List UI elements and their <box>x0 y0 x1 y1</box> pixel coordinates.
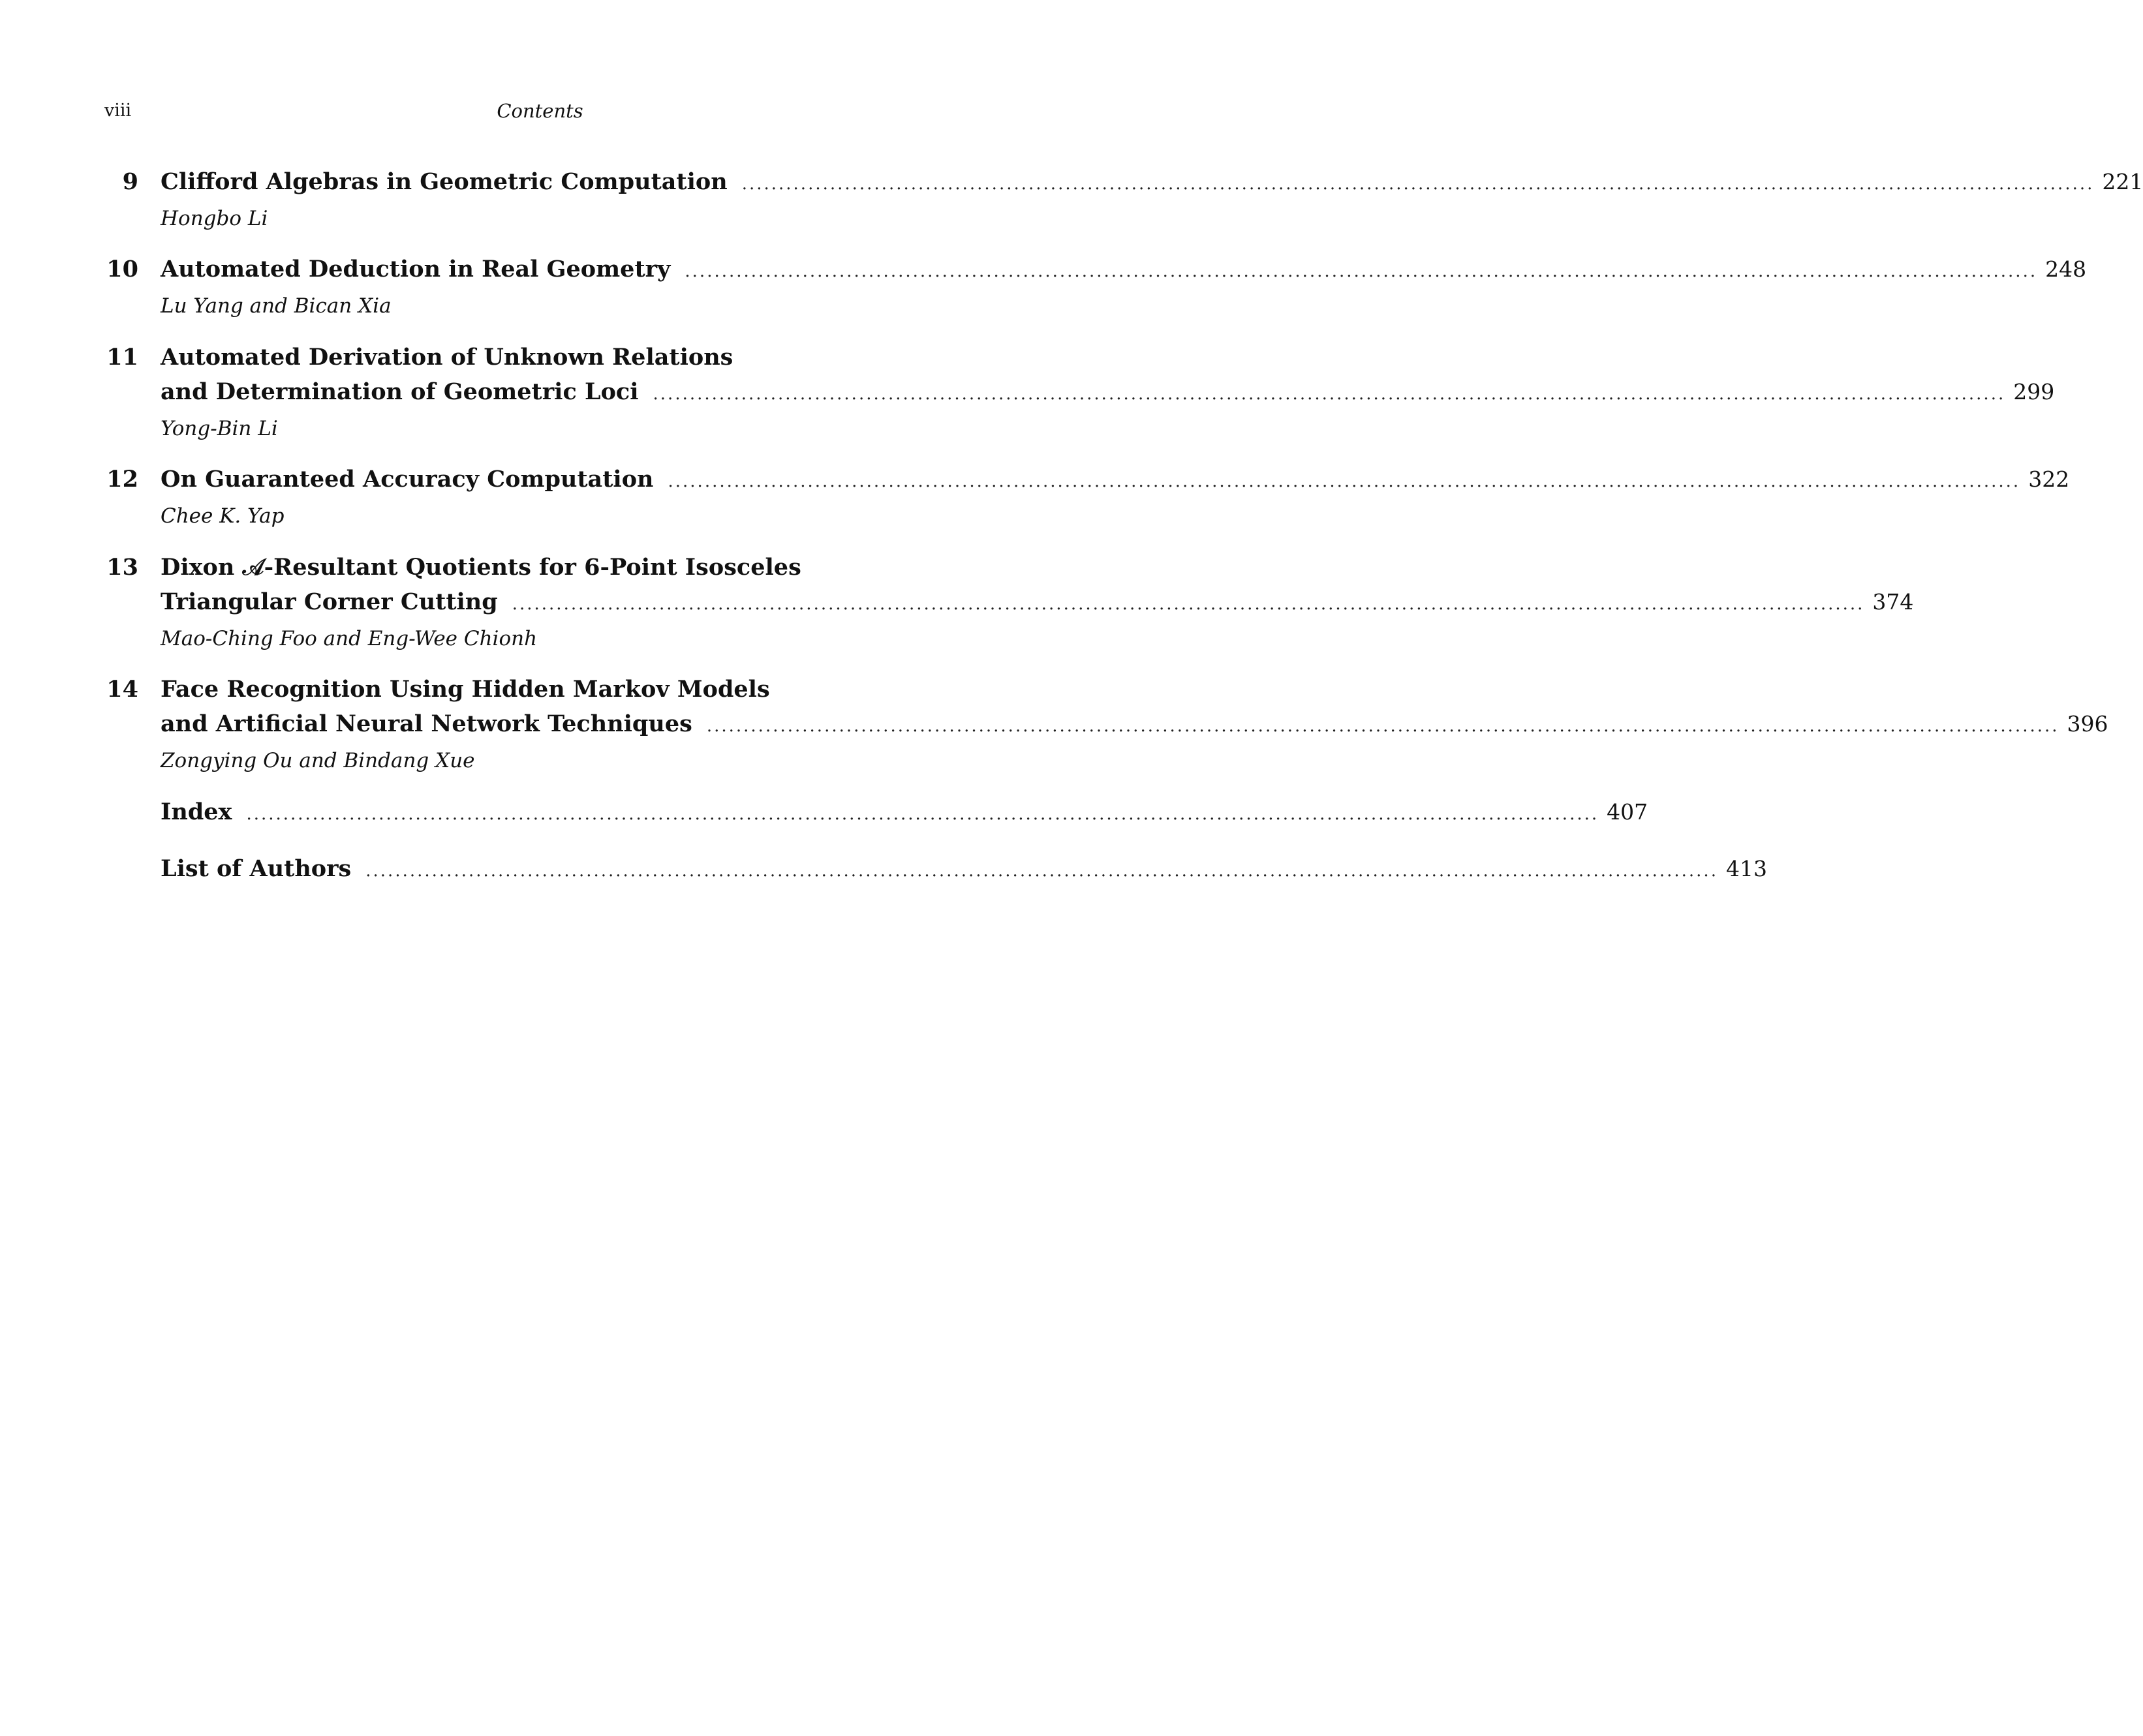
page-number[interactable]: 374 <box>1872 589 1914 615</box>
toc-entry-chapter-12 <box>104 462 2070 533</box>
dot-leader: ........................................................................................................................................................................................ <box>653 384 2006 404</box>
page-number[interactable]: 322 <box>2028 466 2070 492</box>
chapter-number: 13 <box>106 554 138 581</box>
page-number[interactable]: 396 <box>2067 711 2108 737</box>
page-number[interactable]: 221 <box>2102 169 2143 194</box>
chapter-title[interactable]: Automated Deduction in Real Geometry <box>161 256 671 282</box>
page-number[interactable]: 248 <box>2045 256 2087 282</box>
index-title[interactable]: Index <box>161 799 232 825</box>
chapter-title-continued[interactable]: Triangular Corner Cutting <box>161 588 498 615</box>
dot-leader: ........................................................................................................................................................................................ <box>365 861 1718 881</box>
chapter-number: 14 <box>106 676 138 703</box>
dot-leader: ........................................................................................................................................................................................ <box>512 594 1865 614</box>
chapter-authors: Mao-Ching Foo and Eng-Wee Chionh <box>161 627 538 650</box>
dot-leader: ........................................................................................................................................................................................ <box>668 472 2021 491</box>
chapter-authors: Zongying Ou and Bindang Xue <box>161 749 475 772</box>
page-number[interactable]: 299 <box>2013 379 2055 404</box>
toc-entry-chapter-11 <box>104 340 2055 446</box>
dot-leader: ........................................................................................................................................................................................ <box>706 716 2059 736</box>
chapter-title[interactable]: Dixon 𝒜-Resultant Quotients for 6-Point Isosceles <box>161 554 801 581</box>
chapter-number: 9 <box>122 168 138 195</box>
chapter-authors: Yong-Bin Li <box>161 417 278 440</box>
toc-entry-chapter-14 <box>104 672 2108 778</box>
chapter-authors: Chee K. Yap <box>161 504 285 528</box>
chapter-title-continued[interactable]: and Determination of Geometric Loci <box>161 378 639 405</box>
page-number-roman: viii <box>104 100 132 121</box>
page-number[interactable]: 407 <box>1607 799 1648 825</box>
chapter-authors: Hongbo Li <box>161 207 268 230</box>
chapter-title[interactable]: Face Recognition Using Hidden Markov Models <box>161 676 770 703</box>
toc-entry-chapter-13 <box>104 550 1914 656</box>
toc-entry-chapter-9 <box>104 164 2143 236</box>
list-of-authors-title[interactable]: List of Authors <box>161 855 352 882</box>
chapter-number: 11 <box>106 344 138 371</box>
dot-leader: ........................................................................................................................................................................................ <box>685 262 2038 281</box>
chapter-title-continued[interactable]: and Artificial Neural Network Techniques <box>161 710 692 737</box>
page-number[interactable]: 413 <box>1725 856 1767 881</box>
running-title: Contents <box>497 100 583 122</box>
dot-leader: ........................................................................................................................................................................................ <box>246 804 1599 824</box>
chapter-number: 10 <box>106 256 138 282</box>
page-header <box>104 99 976 125</box>
chapter-title[interactable]: Automated Derivation of Unknown Relations <box>161 344 733 371</box>
chapter-authors: Lu Yang and Bican Xia <box>161 294 392 318</box>
toc-entry-list-of-authors <box>104 851 1767 889</box>
toc-entry-chapter-10 <box>104 252 2087 323</box>
dot-leader: ........................................................................................................................................................................................ <box>741 174 2095 194</box>
chapter-title[interactable]: On Guaranteed Accuracy Computation <box>161 466 654 493</box>
toc-entry-index <box>104 795 1648 832</box>
chapter-title[interactable]: Clifford Algebras in Geometric Computation <box>161 168 728 195</box>
chapter-number: 12 <box>106 466 138 493</box>
table-of-contents <box>104 164 2143 889</box>
